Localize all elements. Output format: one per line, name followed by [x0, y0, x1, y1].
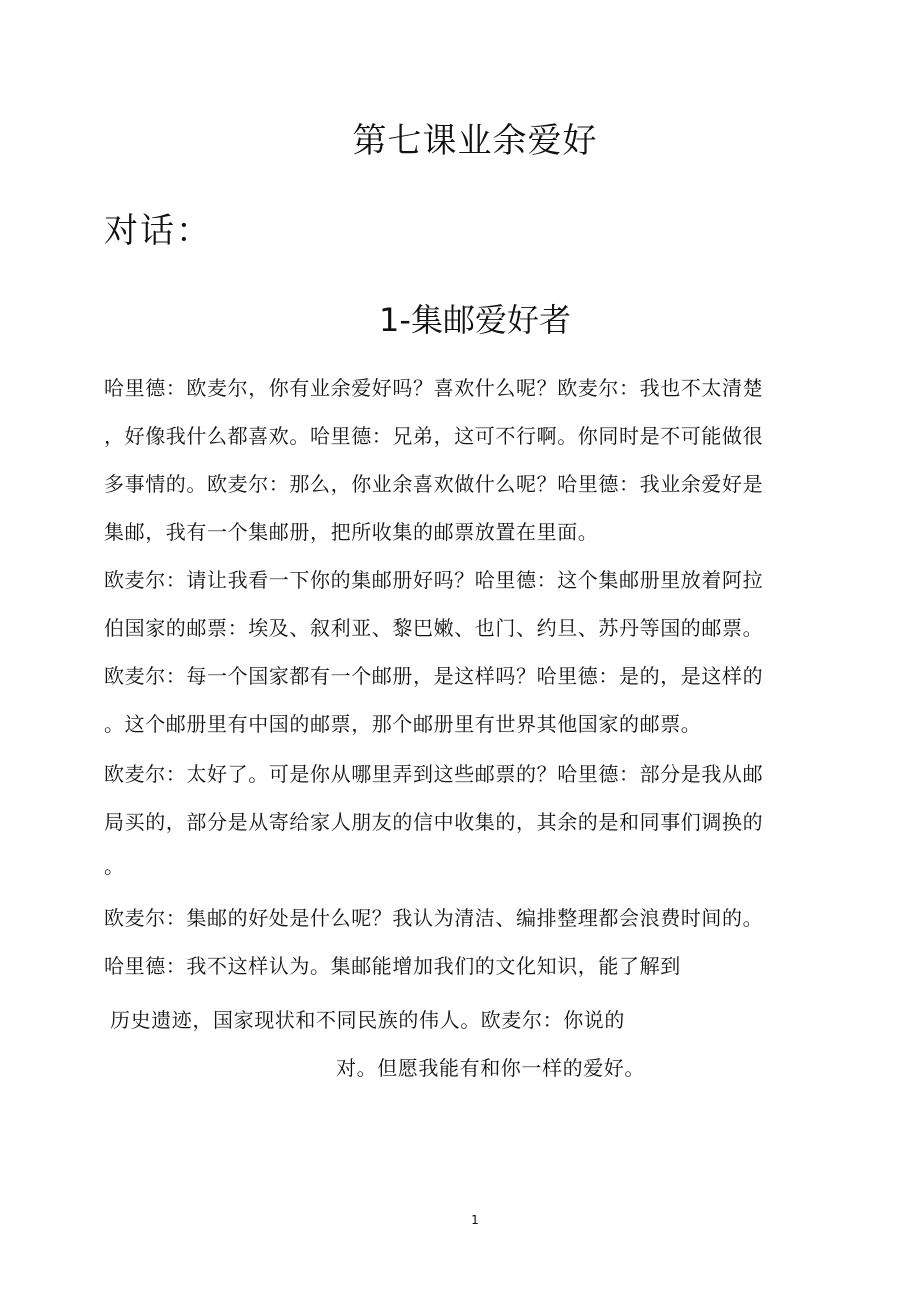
- dialogue-line: 对。但愿我能有和你一样的爱好。: [336, 1056, 645, 1080]
- dialogue-line: 哈里德：我不这样认为。集邮能增加我们的文化知识，能了解到: [104, 954, 681, 978]
- dialogue-line: 历史遗迹，国家现状和不同民族的伟人。欧麦尔：你说的: [110, 1008, 625, 1032]
- page-title: 第七课业余爱好: [352, 121, 598, 161]
- dialogue-subtitle: 1-集邮爱好者: [379, 301, 571, 339]
- dialogue-line: 欧麦尔：太好了。可是你从哪里弄到这些邮票的？哈里德：部分是我从邮: [104, 762, 764, 786]
- dialogue-line: 欧麦尔：每一个国家都有一个邮册，是这样吗？哈里德：是的，是这样的: [104, 664, 764, 688]
- dialogue-line: 。: [104, 854, 125, 878]
- section-heading: 对话：: [104, 211, 212, 251]
- dialogue-line: 。这个邮册里有中国的邮票，那个邮册里有世界其他国家的邮票。: [104, 712, 702, 736]
- dialogue-line: 哈里德：欧麦尔，你有业余爱好吗？喜欢什么呢？欧麦尔：我也不太清楚: [104, 376, 764, 400]
- dialogue-line: 多事情的。欧麦尔：那么，你业余喜欢做什么呢？哈里德：我业余爱好是: [104, 472, 764, 496]
- dialogue-line: 欧麦尔：集邮的好处是什么呢？我认为清洁、编排整理都会浪费时间的。: [104, 906, 764, 930]
- page-number: 1: [471, 1213, 479, 1227]
- dialogue-line: 集邮，我有一个集邮册，把所收集的邮票放置在里面。: [104, 520, 599, 544]
- dialogue-line: ，好像我什么都喜欢。哈里德：兄弟，这可不行啊。你同时是不可能做很: [104, 424, 764, 448]
- dialogue-line: 局买的，部分是从寄给家人朋友的信中收集的，其余的是和同事们调换的: [104, 810, 764, 834]
- dialogue-line: 欧麦尔：请让我看一下你的集邮册好吗？哈里德：这个集邮册里放着阿拉: [104, 568, 764, 592]
- dialogue-line: 伯国家的邮票：埃及、叙利亚、黎巴嫩、也门、约旦、苏丹等国的邮票。: [104, 616, 764, 640]
